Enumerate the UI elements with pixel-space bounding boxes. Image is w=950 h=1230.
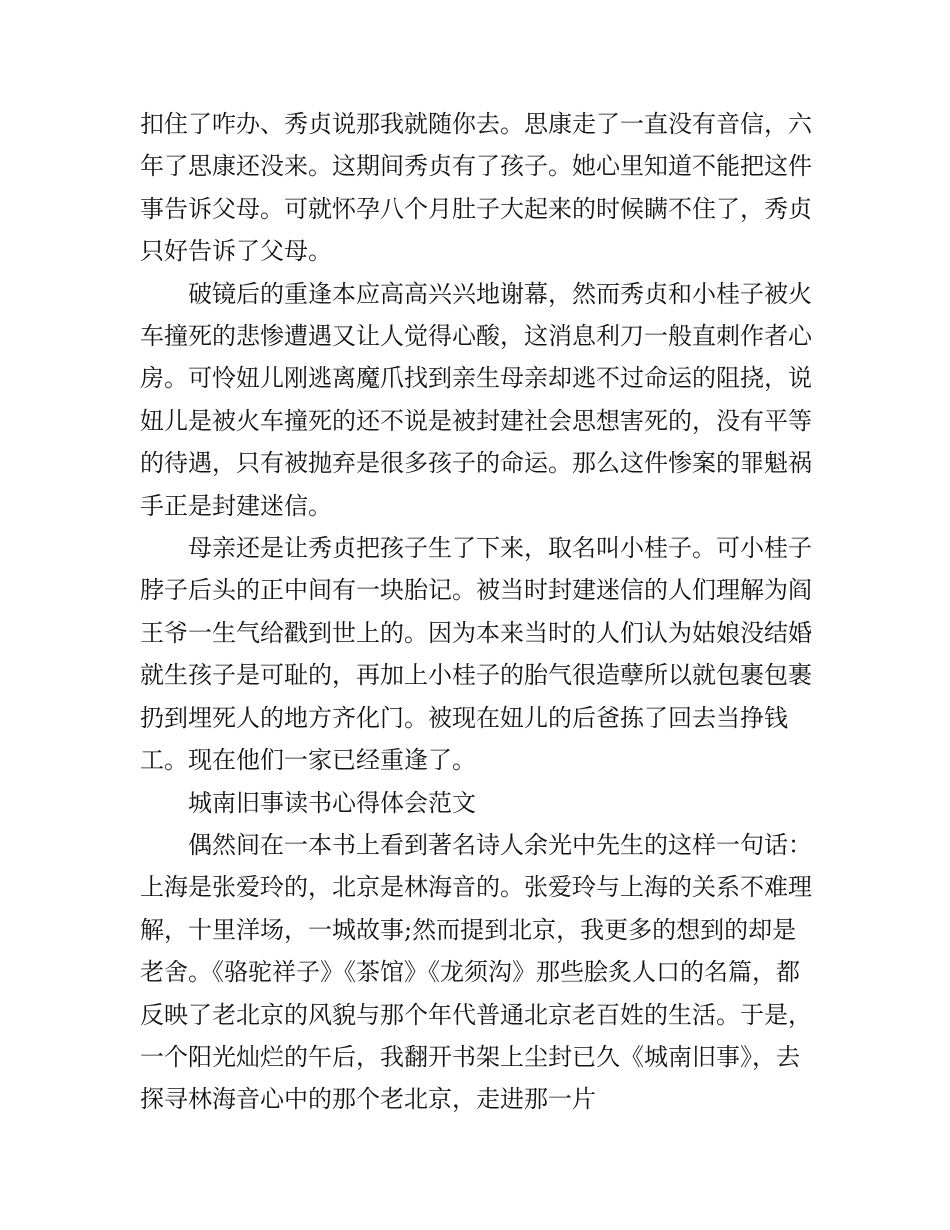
section-title: 城南旧事读书心得体会范文 (188, 788, 476, 817)
paragraph-continuation: 扣住了咋办、秀贞说那我就随你去。思康走了一直没有音信，六年了思康还没来。这期间秀贞有了孩子。她心里知道不能把这件事告诉父母。可就怀孕八个月肚子大起来的时候瞒不住了，秀贞只好告诉了父母。 (140, 110, 812, 266)
paragraph-intro: 偶然间在一本书上看到著名诗人余光中先生的这样一句话：上海是张爱玲的，北京是林海音的。张爱玲与上海的关系不难理解，十里洋场，一城故事;然而提到北京，我更多的想到的却是老舍。《骆驼祥子》《茶馆》《龙须沟》那些脍炙人口的名篇，都反映了老北京的风貌与那个年代普通北京老百姓的生活。于是，一个阳光灿烂的午后，我翻开书架上尘封已久《城南旧事》，去探寻林海音心中的那个老北京，走进那一片 (140, 830, 812, 1114)
paragraph-reunion: 破镜后的重逢本应高高兴兴地谢幕，然而秀贞和小桂子被火车撞死的悲惨遭遇又让人觉得心酸，这消息利刀一般直刺作者心房。可怜妞儿刚逃离魔爪找到亲生母亲却逃不过命运的阻挠，说妞儿是被火车撞死的还不说是被封建社会思想害死的，没有平等的待遇，只有被抛弃是很多孩子的命运。那么这件惨案的罪魁祸手正是封建迷信。 (140, 279, 812, 520)
paragraph-birth: 母亲还是让秀贞把孩子生了下来，取名叫小桂子。可小桂子脖子后头的正中间有一块胎记。被当时封建迷信的人们理解为阎王爷一生气给戳到世上的。因为本来当时的人们认为姑娘没结婚就生孩子是可耻的，再加上小桂子的胎气很造孽所以就包裹包裹扔到埋死人的地方齐化门。被现在妞儿的后爸拣了回去当挣钱工。现在他们一家已经重逢了。 (140, 534, 812, 775)
document-page (140, 103, 820, 1121)
